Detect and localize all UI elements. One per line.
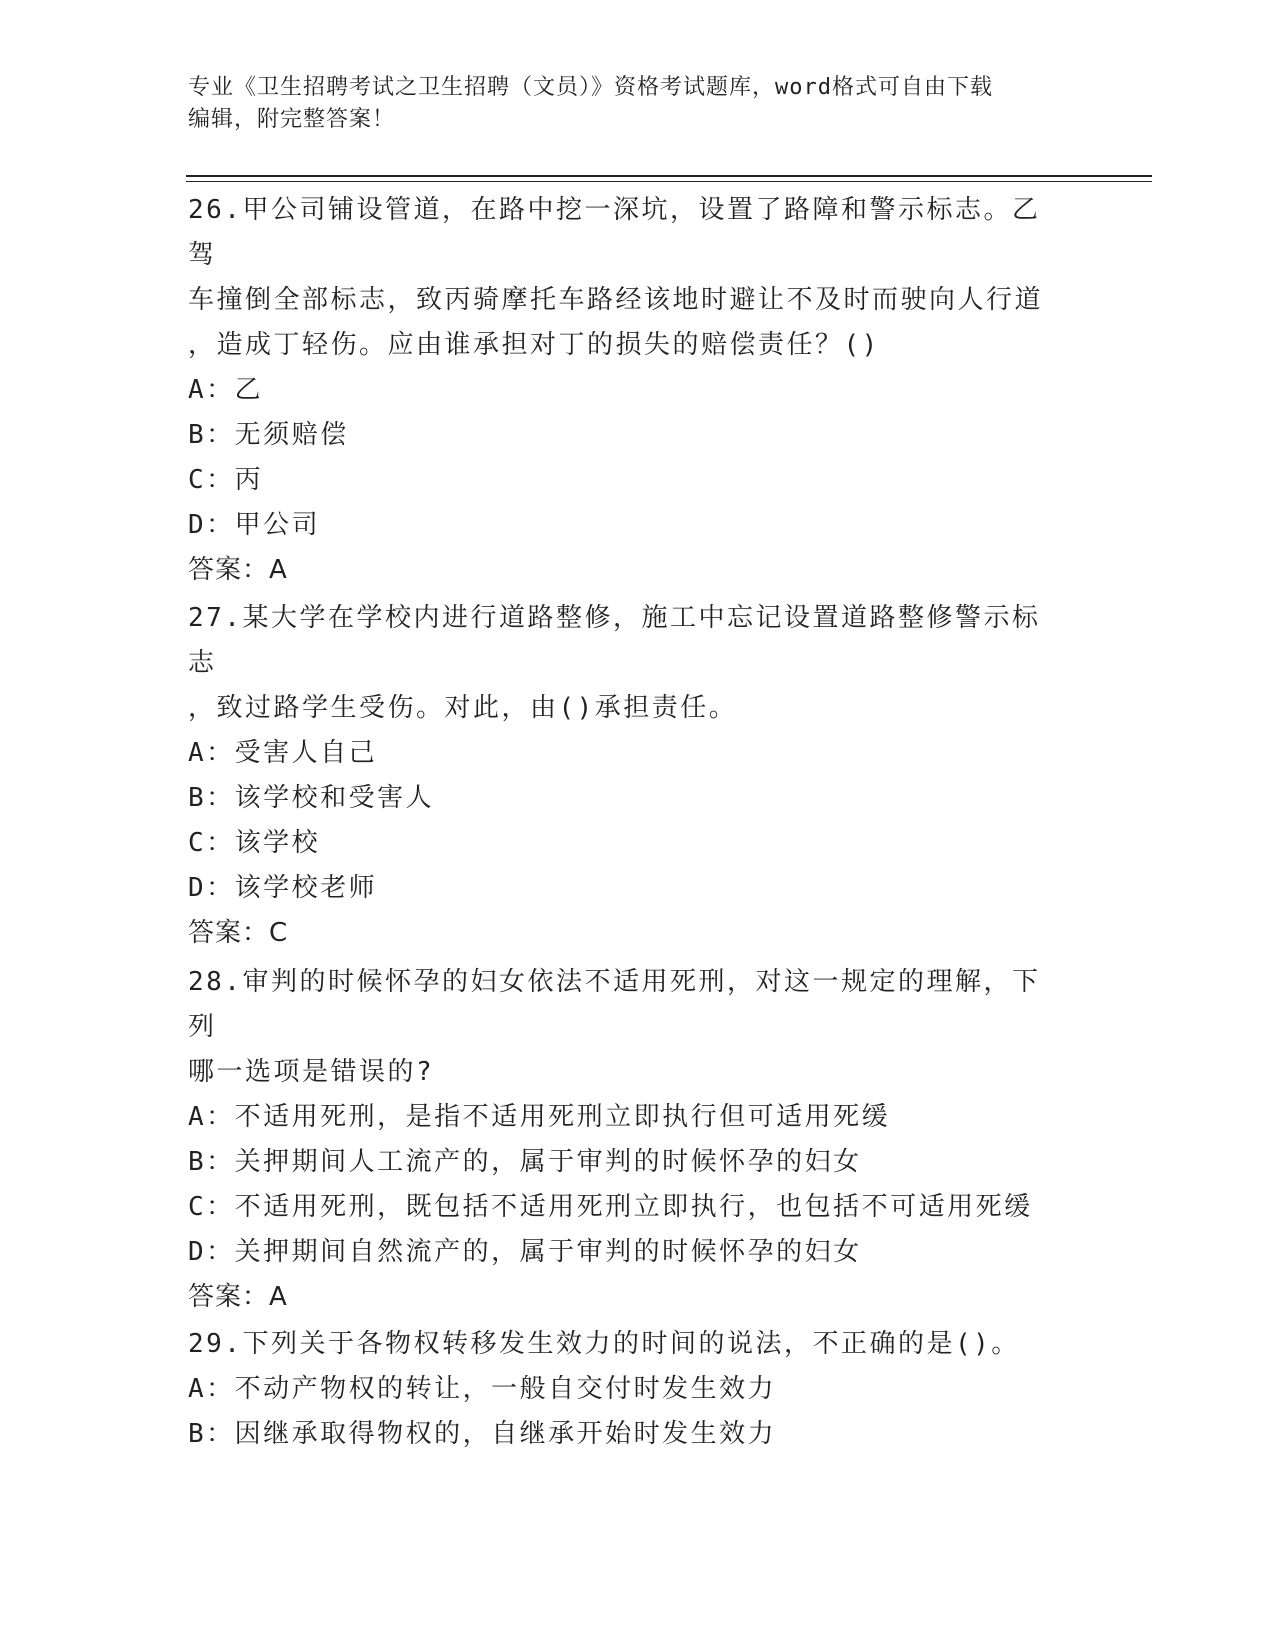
answer: 答案：A — [188, 1282, 288, 1312]
document-header — [188, 72, 1068, 136]
option-b: B：该学校和受害人 — [188, 783, 435, 813]
question-29 — [188, 1322, 1068, 1457]
option-a: A：不适用死刑，是指不适用死刑立即执行但可适用死缓 — [188, 1102, 891, 1132]
question-text-line: 26.甲公司铺设管道，在路中挖一深坑，设置了路障和警示标志。乙驾 — [188, 195, 1041, 270]
question-text-line: 车撞倒全部标志，致丙骑摩托车路经该地时避让不及时而驶向人行道 — [188, 285, 1044, 315]
header-divider-thick — [186, 175, 1152, 177]
question-text-line: 27.某大学在学校内进行道路整修，施工中忘记设置道路整修警示标志 — [188, 603, 1041, 678]
option-d: D：甲公司 — [188, 510, 321, 540]
header-divider-thin — [186, 181, 1152, 182]
header-line-2: 编辑，附完整答案！ — [188, 107, 396, 132]
option-d: D：该学校老师 — [188, 873, 378, 903]
question-text-line: ，致过路学生受伤。对此，由()承担责任。 — [188, 693, 738, 723]
option-d: D：关押期间自然流产的，属于审判的时候怀孕的妇女 — [188, 1237, 862, 1267]
option-c: C：不适用死刑，既包括不适用死刑立即执行，也包括不可适用死缓 — [188, 1192, 1033, 1222]
option-a: A：受害人自己 — [188, 738, 378, 768]
answer: 答案：A — [188, 555, 288, 585]
option-b: B：关押期间人工流产的，属于审判的时候怀孕的妇女 — [188, 1147, 862, 1177]
question-text-line: ，造成丁轻伤。应由谁承担对丁的损失的赔偿责任？() — [188, 330, 880, 360]
question-27 — [188, 596, 1068, 956]
option-b: B：无须赔偿 — [188, 420, 349, 450]
option-a: A：不动产物权的转让，一般自交付时发生效力 — [188, 1374, 777, 1404]
question-text-line: 29.下列关于各物权转移发生效力的时间的说法，不正确的是()。 — [188, 1329, 1020, 1359]
question-26 — [188, 188, 1068, 593]
answer: 答案：C — [188, 918, 289, 948]
question-28 — [188, 960, 1068, 1320]
header-line-1: 专业《卫生招聘考试之卫生招聘（文员）》资格考试题库，word格式可自由下载 — [188, 75, 993, 100]
option-c: C：该学校 — [188, 828, 321, 858]
option-b: B：因继承取得物权的，自继承开始时发生效力 — [188, 1419, 777, 1449]
option-c: C：丙 — [188, 465, 264, 495]
question-text-line: 28.审判的时候怀孕的妇女依法不适用死刑，对这一规定的理解，下列 — [188, 967, 1041, 1042]
question-text-line: 哪一选项是错误的? — [188, 1057, 435, 1087]
option-a: A：乙 — [188, 375, 264, 405]
